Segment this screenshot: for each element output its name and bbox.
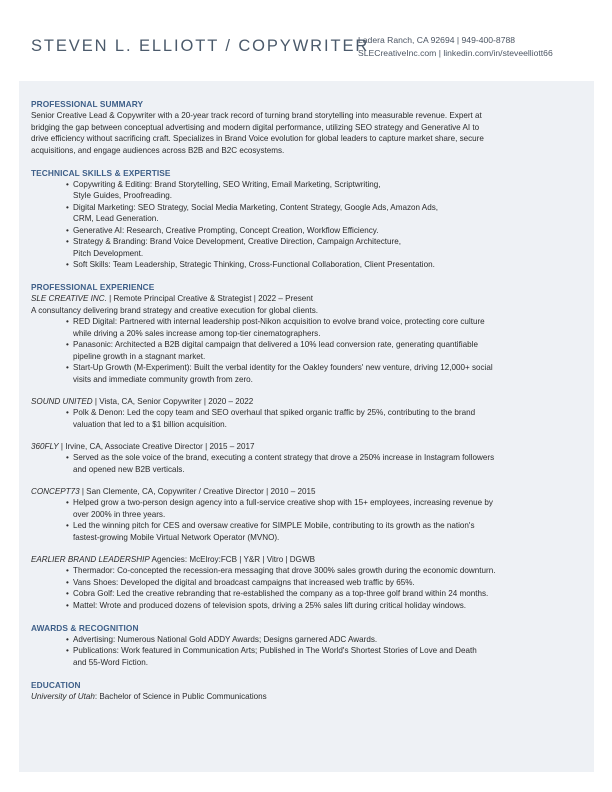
award-text: Advertising: Numerous National Gold ADDY Awards; Designs garnered ADC Awards. — [73, 634, 378, 644]
summary-line: acquisitions, and engage audiences across B2B and B2C ecosystems. — [31, 145, 285, 155]
job-entry — [31, 441, 583, 476]
summary-text — [31, 110, 583, 156]
job-entry — [31, 554, 583, 612]
bullet-text: fastest-growing Mobile Virtual Network Operator (MVNO). — [73, 532, 280, 542]
experience-title: PROFESSIONAL EXPERIENCE — [31, 282, 155, 292]
job-bullet — [31, 565, 583, 577]
job-bullets — [31, 565, 583, 611]
bullet-text: Served as the sole voice of the brand, executing a content strategy that drove a 250% increase in Instagram followers — [73, 453, 495, 462]
skill-item — [31, 259, 583, 271]
job-bullet — [31, 339, 583, 362]
summary-line: Senior Creative Lead & Copywriter with a 20-year track record of turning brand storytelling into measurable revenue. Expert at — [31, 111, 482, 120]
bullet-text: Polk & Denon: Led the copy team and SEO overhaul that spiked organic traffic by 25%, contributing to the brand — [73, 408, 476, 417]
contact-address-phone: Ladera Ranch, CA 92694 | 949-400-8788 — [358, 35, 516, 45]
contact-web-links: SLECreativeInc.com | linkedin.com/in/steveelliott66 — [358, 47, 553, 58]
summary-section — [31, 98, 583, 156]
awards-list — [31, 634, 583, 669]
awards-section — [31, 622, 583, 669]
skill-item — [31, 202, 583, 214]
award-item — [31, 645, 583, 668]
job-bullets — [31, 497, 583, 543]
job-bullet — [31, 588, 583, 600]
skill-text: Copywriting & Editing: Brand Storytelling, SEO Writing, Email Marketing, Scriptwriting, — [73, 179, 381, 189]
job-bullet — [31, 316, 583, 339]
job-bullet — [31, 452, 583, 475]
contact-info — [358, 34, 553, 59]
skill-item-continuation — [31, 248, 583, 260]
job-heading — [31, 441, 583, 453]
experience-section — [31, 281, 583, 611]
job-bullet — [31, 600, 583, 612]
resume-body — [31, 98, 583, 713]
skill-text: Digital Marketing: SEO Strategy, Social Media Marketing, Content Strategy, Google Ads, Amazon Ads, — [73, 202, 438, 212]
skill-text: Generative AI: Research, Creative Prompting, Concept Creation, Workflow Efficiency. — [73, 225, 379, 235]
skill-item — [31, 179, 583, 191]
job-bullets — [31, 407, 583, 430]
summary-line: bridging the gap between conceptual advertising and modern digital performance, utilizing SEO strategy and Generative AI to — [31, 122, 480, 132]
job-details: | Vista, CA, Senior Copywriter | 2020 – 2022 — [92, 396, 254, 406]
bullet-text: while driving a 20% sales increase among top-tier cinematographers. — [73, 328, 321, 338]
school-name: University of Utah — [31, 691, 95, 701]
skill-item-continuation — [31, 213, 583, 225]
skill-text: CRM, Lead Generation. — [73, 214, 159, 223]
company-name: 360FLY — [31, 441, 59, 451]
bullet-text: Led the winning pitch for CES and oversaw creative for SIMPLE Mobile, contributing to its growth as the nation's — [73, 521, 475, 530]
job-entry — [31, 486, 583, 544]
bullet-text: Panasonic: Architected a B2B digital campaign that delivered a 10% lead conversion rate, generating quantifiable — [73, 340, 478, 349]
company-name: SLE CREATIVE INC. — [31, 294, 107, 303]
bullet-text: valuation that led to a $1 billion acquisition. — [73, 419, 227, 429]
award-item — [31, 634, 583, 646]
job-entry — [31, 293, 583, 385]
candidate-name: STEVEN L. ELLIOTT / COPYWRITER — [31, 37, 370, 55]
skill-text: Strategy & Branding: Brand Voice Development, Creative Direction, Campaign Architecture, — [73, 237, 401, 246]
job-bullet — [31, 497, 583, 520]
bullet-text: visits and immediate community growth from zero. — [73, 374, 253, 384]
job-bullets — [31, 452, 583, 475]
bullet-text: Helped grow a two-person design agency into a full-service creative shop with 15+ employees, increasing revenue by — [73, 498, 493, 507]
bullet-text: Cobra Golf: Led the creative rebranding that re-established the company as a top-three golf brand within 24 months. — [73, 589, 489, 598]
bullet-text: Thermador: Co-concepted the recession-era messaging that drove 300% sales growth during the economic downturn. — [73, 566, 496, 575]
job-bullet — [31, 577, 583, 589]
skill-item — [31, 225, 583, 237]
bullet-text: Mattel: Wrote and produced dozens of television spots, driving a 25% sales lift during critical holiday windows. — [73, 600, 467, 610]
job-bullet — [31, 362, 583, 385]
summary-line: drive efficiency without sacrificing craft. Specializes in Brand Voice evolution for global leaders to capture market share, secure — [31, 134, 484, 143]
award-text: and 55-Word Fiction. — [73, 657, 148, 667]
job-entry — [31, 396, 583, 431]
company-name: EARLIER BRAND LEADERSHIP — [31, 554, 150, 564]
company-name: CONCEPT73 — [31, 486, 80, 496]
education-section — [31, 679, 583, 703]
bullet-text: over 200% in three years. — [73, 509, 166, 519]
skill-item — [31, 236, 583, 248]
job-description: A consultancy delivering brand strategy and creative execution for global clients. — [31, 305, 319, 315]
bullet-text: Start-Up Growth (M-Experiment): Built the verbal identity for the Oakley founders' new venture, driving 12,000+ social — [73, 363, 493, 372]
job-details: | San Clemente, CA, Copywriter / Creative Director | 2010 – 2015 — [79, 486, 316, 496]
job-heading — [31, 293, 583, 305]
skill-text: Soft Skills: Team Leadership, Strategic Thinking, Cross-Functional Collaboration, Client Presentation. — [73, 260, 435, 269]
award-text: Publications: Work featured in Communication Arts; Published in The World's Shortest Stories of Love and Death — [73, 646, 477, 655]
awards-title: AWARDS & RECOGNITION — [31, 622, 139, 633]
bullet-text: RED Digital: Partnered with internal leadership post-Nikon acquisition to evolve brand voice, protecting core culture — [73, 317, 485, 326]
education-title: EDUCATION — [31, 679, 81, 690]
education-entry — [31, 691, 583, 703]
skills-list — [31, 179, 583, 271]
bullet-text: and opened new B2B verticals. — [73, 464, 185, 474]
job-bullet — [31, 520, 583, 543]
bullet-text: Vans Shoes: Developed the digital and broadcast campaigns that increased web traffic by 65%. — [73, 577, 415, 587]
skill-text: Pitch Development. — [73, 248, 144, 258]
job-heading — [31, 486, 583, 498]
skills-section — [31, 167, 583, 271]
job-details: Agencies: McElroy:FCB | Y&R | Vitro | DGWB — [149, 554, 315, 564]
company-name: SOUND UNITED — [31, 396, 93, 406]
job-bullets — [31, 316, 583, 385]
resume-header — [0, 0, 612, 80]
degree-text: : Bachelor of Science in Public Communications — [94, 691, 267, 701]
job-details: | Irvine, CA, Associate Creative Director | 2015 – 2017 — [58, 441, 255, 451]
bullet-text: pipeline growth in a stagnant market. — [73, 351, 206, 361]
skill-item-continuation — [31, 190, 583, 202]
job-heading — [31, 396, 583, 408]
job-heading — [31, 554, 583, 566]
job-details: | Remote Principal Creative & Strategist | 2022 – Present — [106, 294, 314, 303]
skills-title: TECHNICAL SKILLS & EXPERTISE — [31, 167, 171, 178]
skill-text: Style Guides, Proofreading. — [73, 191, 172, 200]
summary-title: PROFESSIONAL SUMMARY — [31, 99, 144, 109]
job-bullet — [31, 407, 583, 430]
